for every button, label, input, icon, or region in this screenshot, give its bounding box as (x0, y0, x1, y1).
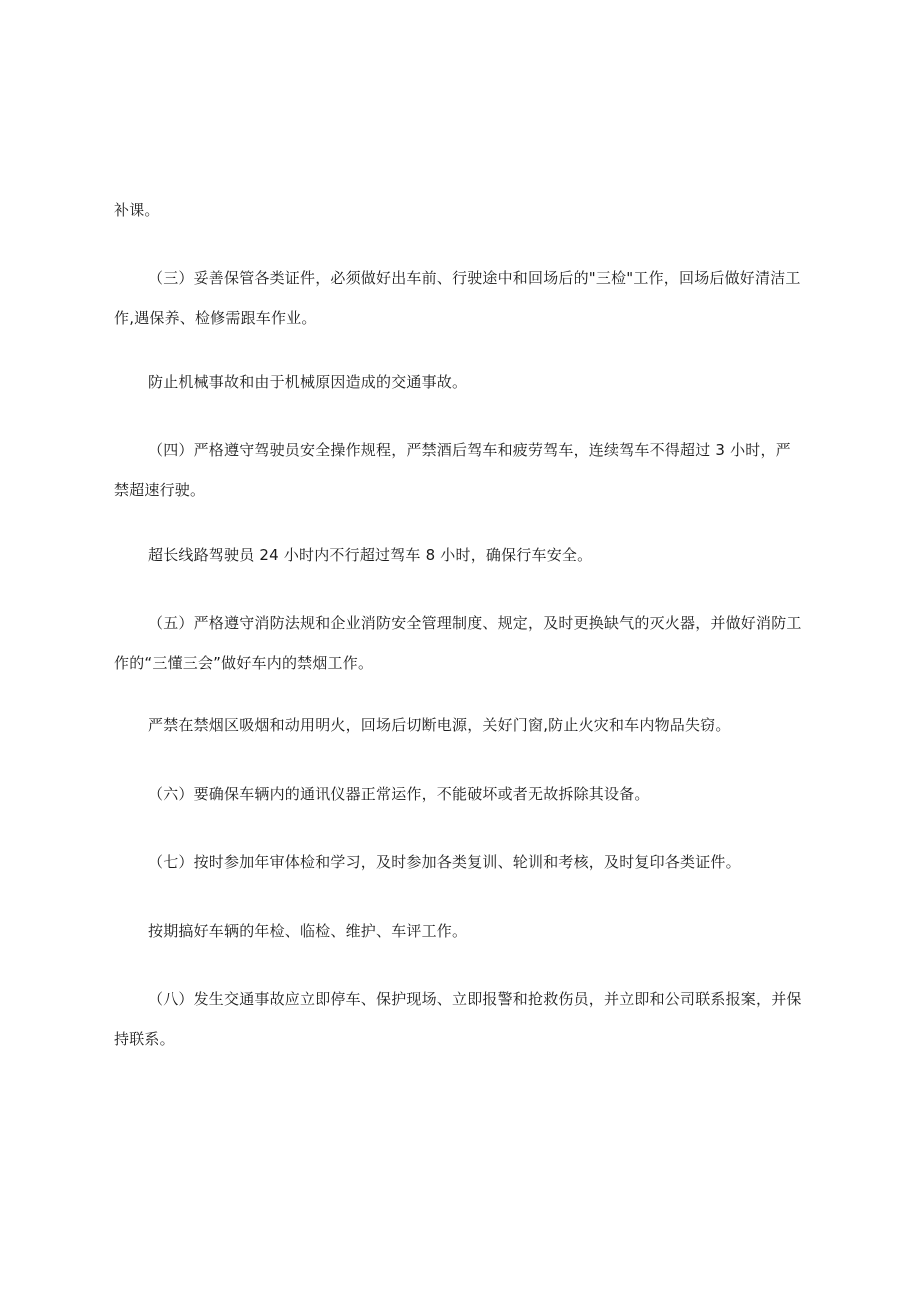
paragraph-line: （四）严格遵守驾驶员安全操作规程，严禁酒后驾车和疲劳驾车，连续驾车不得超过 3 小时，严 (148, 441, 791, 459)
paragraph-line: （三）妥善保管各类证件，必须做好出车前、行驶途中和回场后的"三检"工作，回场后做好清洁工 (148, 269, 801, 287)
paragraph-item-8 (114, 979, 814, 1059)
paragraph-line: 持联系。 (114, 1030, 175, 1048)
paragraph-line: 作的“三懂三会”做好车内的禁烟工作。 (114, 654, 374, 672)
paragraph-line: 超长线路驾驶员 24 小时内不行超过驾车 8 小时，确保行车安全。 (148, 546, 593, 564)
paragraph-line: 补课。 (114, 201, 160, 219)
paragraph-item-4 (114, 430, 814, 510)
paragraph-note (114, 535, 814, 575)
paragraph-line: 防止机械事故和由于机械原因造成的交通事故。 (148, 373, 468, 391)
paragraph-note (114, 362, 814, 402)
paragraph-item-3 (114, 258, 814, 338)
paragraph-line: （五）严格遵守消防法规和企业消防安全管理制度、规定，及时更换缺气的灭火器，并做好消防工 (148, 614, 802, 632)
paragraph-note (114, 705, 814, 745)
paragraph-note (114, 911, 814, 951)
paragraph-line: 严禁在禁烟区吸烟和动用明火，回场后切断电源，关好门窗,防止火灾和车内物品失窃。 (148, 716, 731, 734)
paragraph-line: 作,遇保养、检修需跟车作业。 (114, 309, 317, 327)
paragraph-continuation (114, 190, 814, 230)
paragraph-line: 禁超速行驶。 (114, 481, 206, 499)
paragraph-item-7 (114, 842, 814, 882)
paragraph-item-5 (114, 603, 814, 683)
paragraph-item-6 (114, 774, 814, 814)
paragraph-line: （七）按时参加年审体检和学习，及时参加各类复训、轮训和考核，及时复印各类证件。 (148, 853, 741, 871)
paragraph-line: 按期搞好车辆的年检、临检、维护、车评工作。 (148, 922, 468, 940)
paragraph-line: （六）要确保车辆内的通讯仪器正常运作，不能破坏或者无故拆除其设备。 (148, 785, 650, 803)
paragraph-line: （八）发生交通事故应立即停车、保护现场、立即报警和抢救伤员，并立即和公司联系报案，并保 (148, 990, 802, 1008)
